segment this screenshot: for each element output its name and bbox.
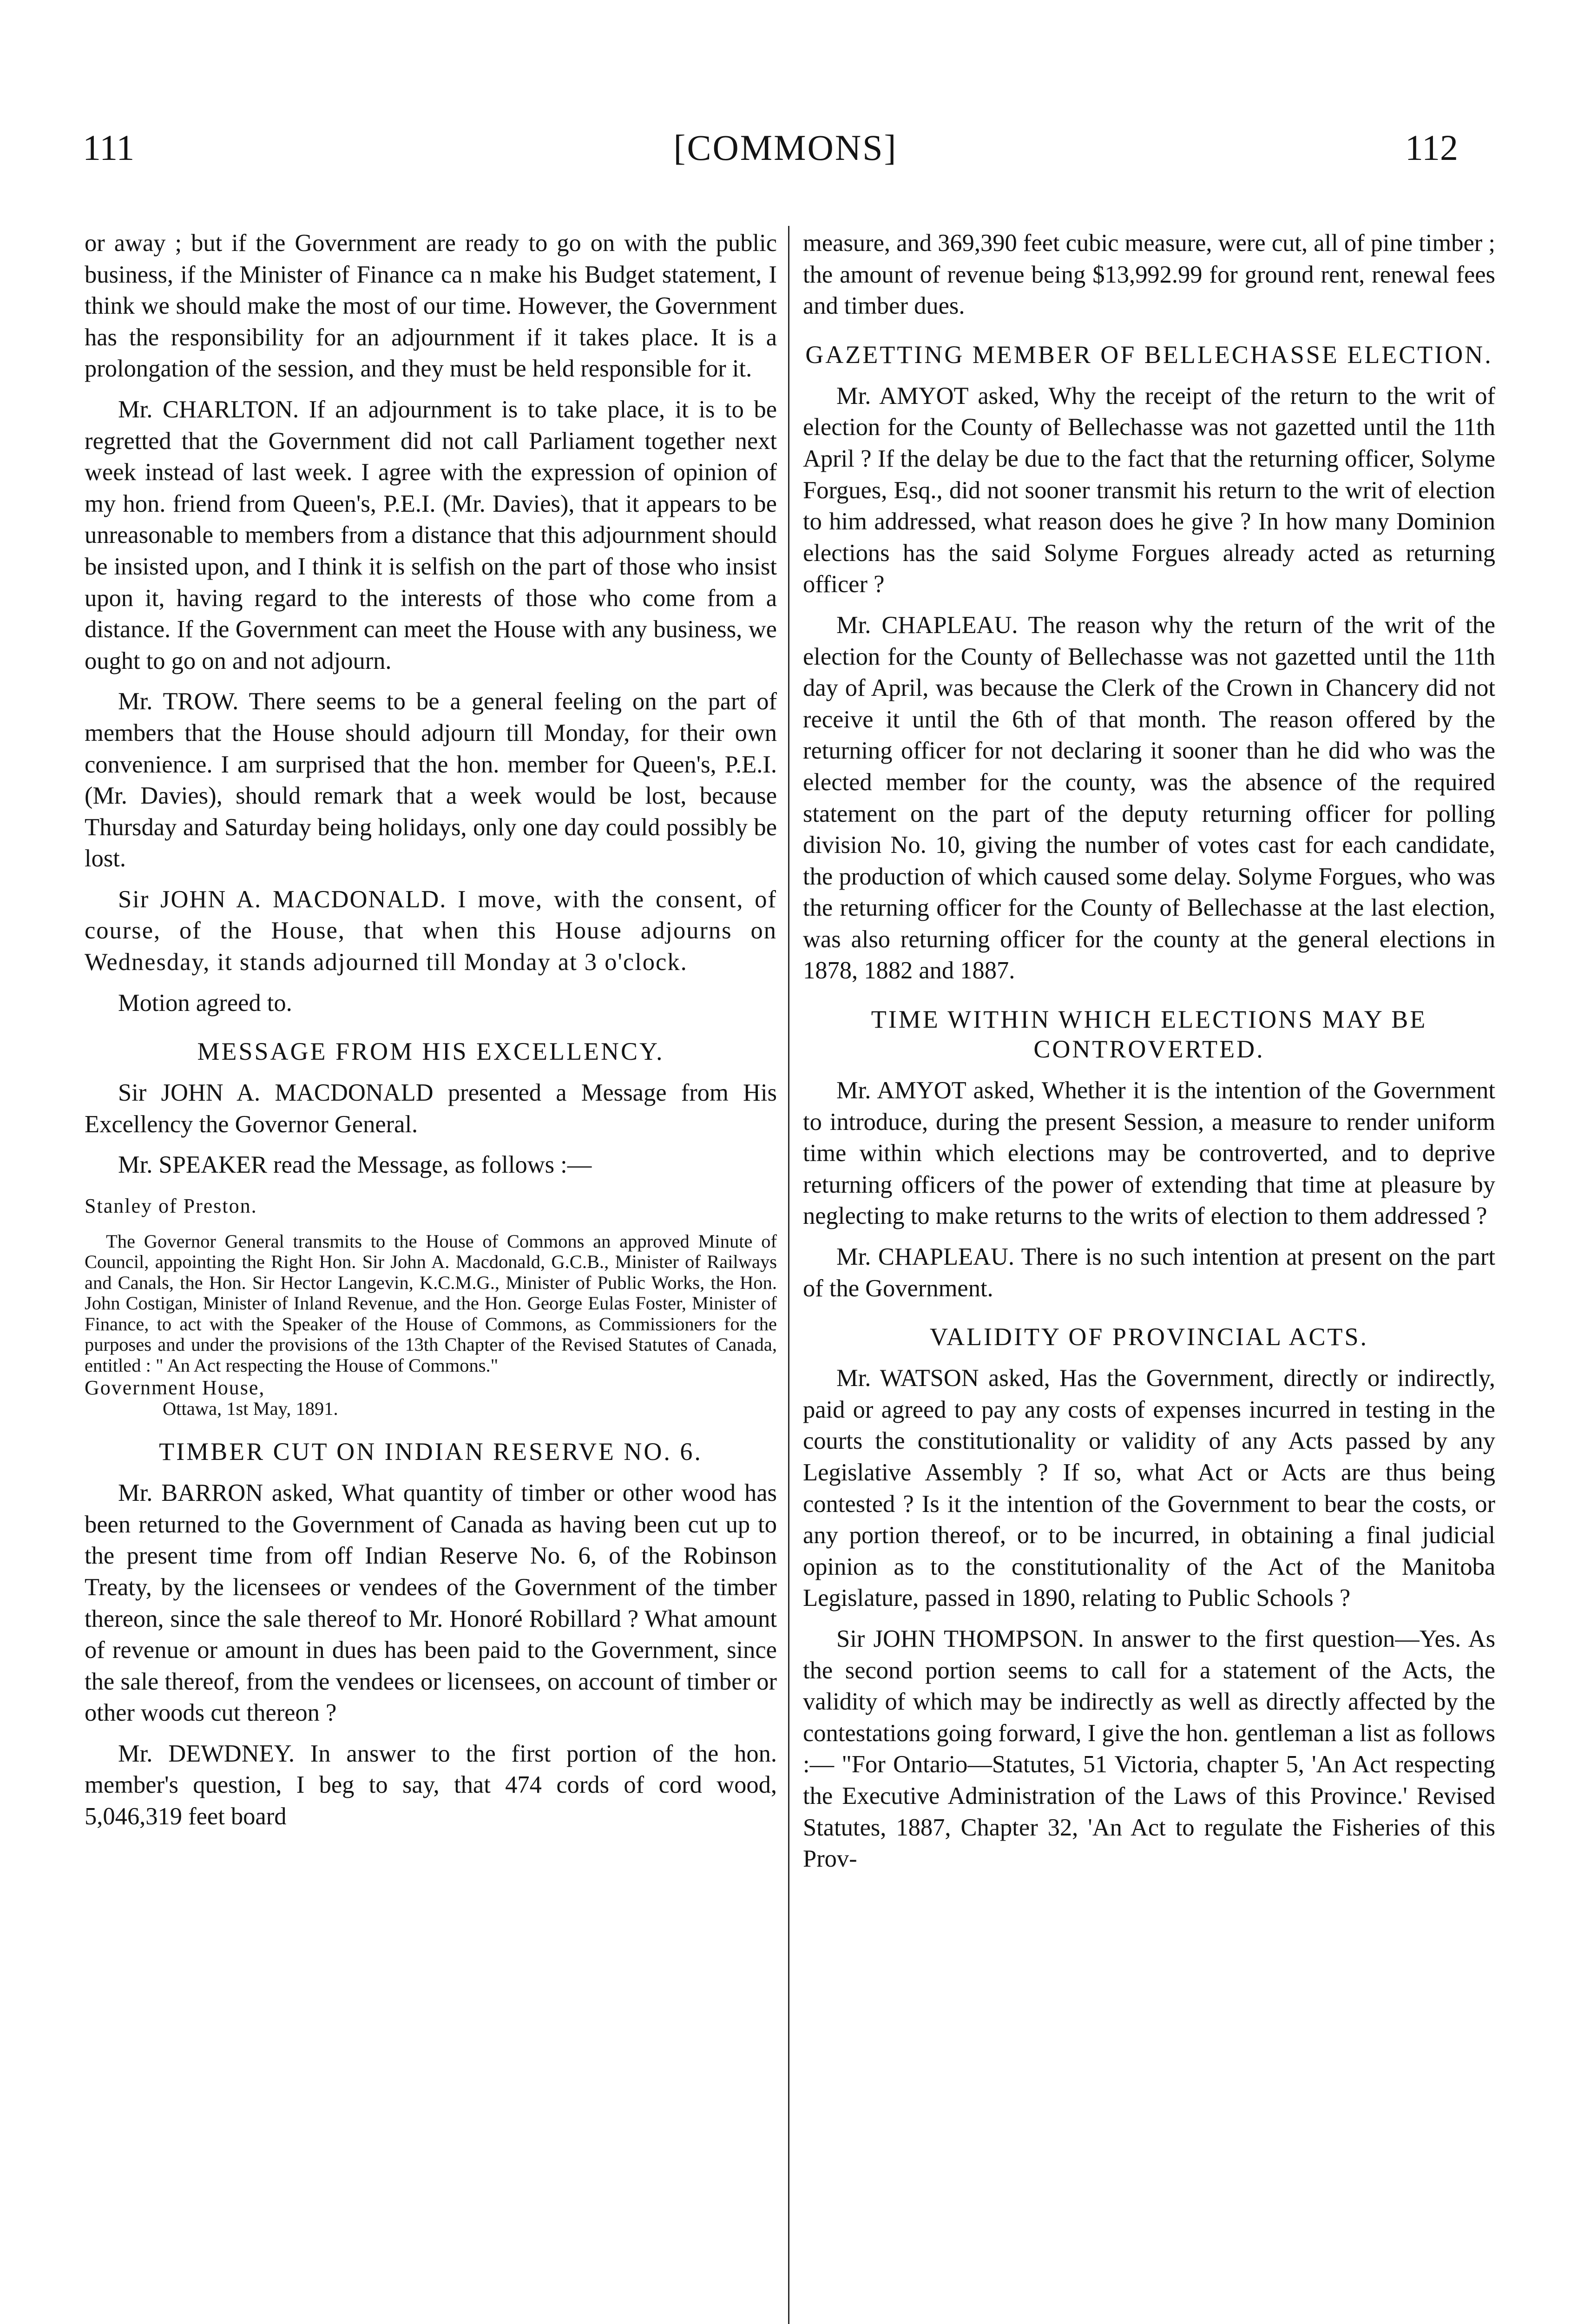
- paragraph: or away ; but if the Government are ready to go on with the public business, if the Minister of Finance ca n make his Budget statement, I think we should make the most of our time. However, the Government has the responsibility for an adjournment if it takes place. It is a prolongation of the session, and they must be held responsible for it.: [85, 230, 777, 383]
- speech-macdonald: Sir JOHN A. MACDONALD. I move, with the consent, of course, of the House, that when this House adjourns on Wednesday, it stands adjourned till Monday at 3 o'clock.: [85, 885, 777, 976]
- message-body: The Governor General transmits to the House of Commons an approved Minute of Council, appointing the Right Hon. Sir John A. Macdonald, G.C.B., Minister of Railways and Canals, the Hon. Sir Hector Langevin, K.C.M.G., Minister of Public Works, the Hon. John Costigan, Minister of Inland Revenue, and the Hon. George Eulas Foster, Minister of Finance, to act with the Speaker of the House of Commons, as Commissioners for the purposes and under the provisions of the 13th Chapter of the Revised Statutes of Canada, entitled : " An Act respecting the House of Commons.": [85, 1230, 777, 1376]
- question-watson: Mr. WATSON asked, Has the Government, directly or indirectly, paid or agreed to pay any costs of expenses incurred in testing in the courts the constitutionality or validity of any Acts passed by any Legislative Assembly ? If so, what Act or Acts are thus being contested ? Is it the intention of the Government to bear the costs, or any portion thereof, or to be incurred, in obtaining a final judicial opinion as to the constitutionality of the Act of the Manitoba Legislature, passed in 1890, relating to Public Schools ?: [803, 1365, 1495, 1612]
- page-number-left: 111: [83, 127, 135, 168]
- column-divider: [788, 226, 789, 2324]
- answer-chapleau-elections: Mr. CHAPLEAU. There is no such intention at present on the part of the Government.: [803, 1243, 1495, 1302]
- governor-message: [85, 1231, 777, 1419]
- section-heading-validity: VALIDITY OF PROVINCIAL ACTS.: [929, 1323, 1369, 1351]
- speech-charlton: Mr. CHARLTON. If an adjournment is to take place, it is to be regretted that the Government did not call Parliament together next week instead of last week. I agree with the expression of opinion of my hon. friend from Queen's, P.E.I. (Mr. Davies), that it appears to be unreasonable to members from a distance that this adjournment should be insisted upon, and I think it is selfish on the part of those who insist upon it, having regard to the interests of those who come from a distance. If the Government can meet the House with any business, we ought to go on and not adjourn.: [85, 396, 777, 674]
- message-signature: Stanley of Preston.: [85, 1195, 257, 1218]
- section-heading-timber: TIMBER CUT ON INDIAN RESERVE NO. 6.: [159, 1438, 703, 1466]
- speech-speaker: Mr. SPEAKER read the Message, as follows :—: [118, 1151, 592, 1179]
- running-header: [0, 120, 1571, 176]
- section-heading-gazetting: GAZETTING MEMBER OF BELLECHASSE ELECTION.: [805, 340, 1493, 369]
- right-column: [803, 228, 1495, 2324]
- paragraph-continued: measure, and 369,390 feet cubic measure, were cut, all of pine timber ; the amount of revenue being $13,992.99 for ground rent, renewal fees and timber dues.: [803, 230, 1495, 320]
- answer-dewdney: Mr. DEWDNEY. In answer to the first portion of the hon. member's question, I beg to say, that 474 cords of cord wood, 5,046,319 feet board: [85, 1740, 777, 1830]
- speech-trow: Mr. TROW. There seems to be a general feeling on the part of members that the House should adjourn till Monday, for their own convenience. I am surprised that the hon. member for Queen's, P.E.I. (Mr. Davies), should remark that a week would be lost, because Thursday and Saturday being holidays, only one day could possibly be lost.: [85, 688, 777, 872]
- question-barron: Mr. BARRON asked, What quantity of timber or other wood has been returned to the Government of Canada as having been cut up to the present time from off Indian Reserve No. 6, of the Robinson Treaty, by the licensees or vendees of the Government of the timber thereon, since the sale thereof to Mr. Honoré Robillard ? What amount of revenue or amount in dues has been paid to the Government, since the sale thereof, from the vendees or licensees, on account of timber or other woods cut thereon ?: [85, 1479, 777, 1727]
- running-title: [COMMONS]: [673, 127, 898, 168]
- answer-chapleau-bellechasse: Mr. CHAPLEAU. The reason why the return of the writ of the election for the County of Bellechasse was not gazetted until the 11th day of April, was because the Clerk of the Crown in Chancery did not receive it until the 6th of that month. The reason offered by the returning officer for not declaring it sooner than he did who was the elected member for the county, was the absence of the required statement on the part of the deputy returning officer for polling division No. 10, giving the number of votes cast for each candidate, the production of which caused some delay. Solyme Forgues, who was the returning officer for the County of Bellechasse at the last election, was also returning officer for the county at the general elections in 1878, 1882 and 1887.: [803, 611, 1495, 984]
- question-amyot-bellechasse: Mr. AMYOT asked, Why the receipt of the return to the writ of election for the County of Bellechasse was not gazetted until the 11th April ? If the delay be due to the fact that the returning officer, Solyme Forgues, Esq., did not sooner transmit his return to the writ of election to him addressed, what reason does he give ? In how many Dominion elections has the said Solyme Forgues already acted as returning officer ?: [803, 382, 1495, 598]
- answer-thompson: Sir JOHN THOMPSON. In answer to the first question—Yes. As the second portion seems to call for a statement of the Acts, the validity of which may be indirectly as well as directly affected by the contestations going forward, I give the hon. gentleman a list as follows :— "For Ontario—Statutes, 51 Victoria, chapter 5, 'An Act respecting the Executive Administration of the Laws of this Province.' Revised Statutes, 1887, Chapter 32, 'An Act to regulate the Fisheries of this Prov-: [803, 1625, 1495, 1873]
- speech-macdonald-message: Sir JOHN A. MACDONALD presented a Message from His Excellency the Governor General.: [85, 1079, 777, 1138]
- section-heading-time: TIME WITHIN WHICH ELECTIONS MAY BE CONTROVERTED.: [871, 1005, 1427, 1063]
- question-amyot-elections: Mr. AMYOT asked, Whether it is the intention of the Government to introduce, during the present Session, a measure to render uniform time within which elections may be controverted, and to deprive returning officers of the power of extending that time at pleasure by neglecting to make returns to the writs of election to them addressed ?: [803, 1077, 1495, 1230]
- motion-result: Motion agreed to.: [118, 989, 292, 1017]
- page-number-right: 112: [1405, 127, 1458, 168]
- section-heading-message: MESSAGE FROM HIS EXCELLENCY.: [197, 1037, 664, 1066]
- message-date: Ottawa, 1st May, 1891.: [163, 1398, 338, 1419]
- government-house: Government House,: [85, 1376, 265, 1400]
- left-column: [85, 228, 777, 2324]
